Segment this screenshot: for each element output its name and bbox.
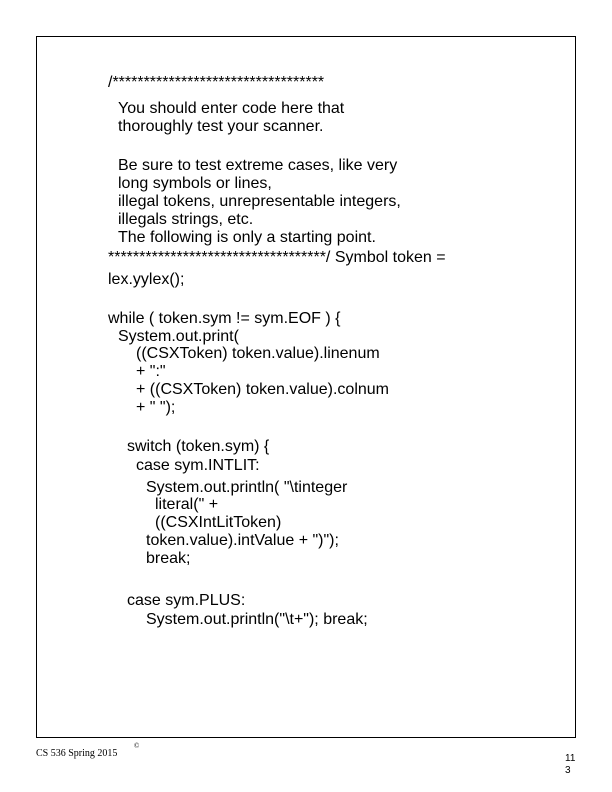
code-line: illegal tokens, unrepresentable integers, <box>118 193 401 210</box>
page-number-line1: 11 <box>565 753 576 764</box>
code-line: lex.yylex(); <box>108 271 185 288</box>
code-line: + ((CSXToken) token.value).colnum <box>136 381 389 398</box>
code-line-comment-open: /********************************** <box>108 74 325 91</box>
code-line: long symbols or lines, <box>118 175 272 192</box>
copyright-symbol: © <box>134 742 140 750</box>
code-line: + " "); <box>136 399 176 416</box>
code-line: token.value).intValue + ")"); <box>146 532 339 549</box>
code-line-comment-close: ***********************************/ Symbol token = <box>108 249 446 266</box>
footer-course: CS 536 Spring 2015 <box>36 748 118 759</box>
code-line: switch (token.sym) { <box>127 438 270 455</box>
code-line: ((CSXToken) token.value).linenum <box>136 345 380 362</box>
code-line: case sym.INTLIT: <box>136 457 260 474</box>
code-line: illegals strings, etc. <box>118 211 254 228</box>
code-line: The following is only a starting point. <box>118 229 376 246</box>
code-line: + ":" <box>136 363 166 380</box>
code-line: while ( token.sym != sym.EOF ) { <box>108 310 341 327</box>
code-line: break; <box>146 550 191 567</box>
code-line: literal(" + <box>155 496 219 513</box>
code-line: System.out.println( "\tinteger <box>146 479 348 496</box>
code-line: System.out.print( <box>118 328 239 345</box>
page-number-line2: 3 <box>565 765 571 776</box>
code-line: Be sure to test extreme cases, like very <box>118 157 398 174</box>
code-line: System.out.println("\t+"); break; <box>146 611 368 628</box>
code-line: ((CSXIntLitToken) <box>155 514 282 531</box>
code-line: You should enter code here that <box>118 100 345 117</box>
code-line: thoroughly test your scanner. <box>118 118 324 135</box>
code-line: case sym.PLUS: <box>127 592 246 609</box>
